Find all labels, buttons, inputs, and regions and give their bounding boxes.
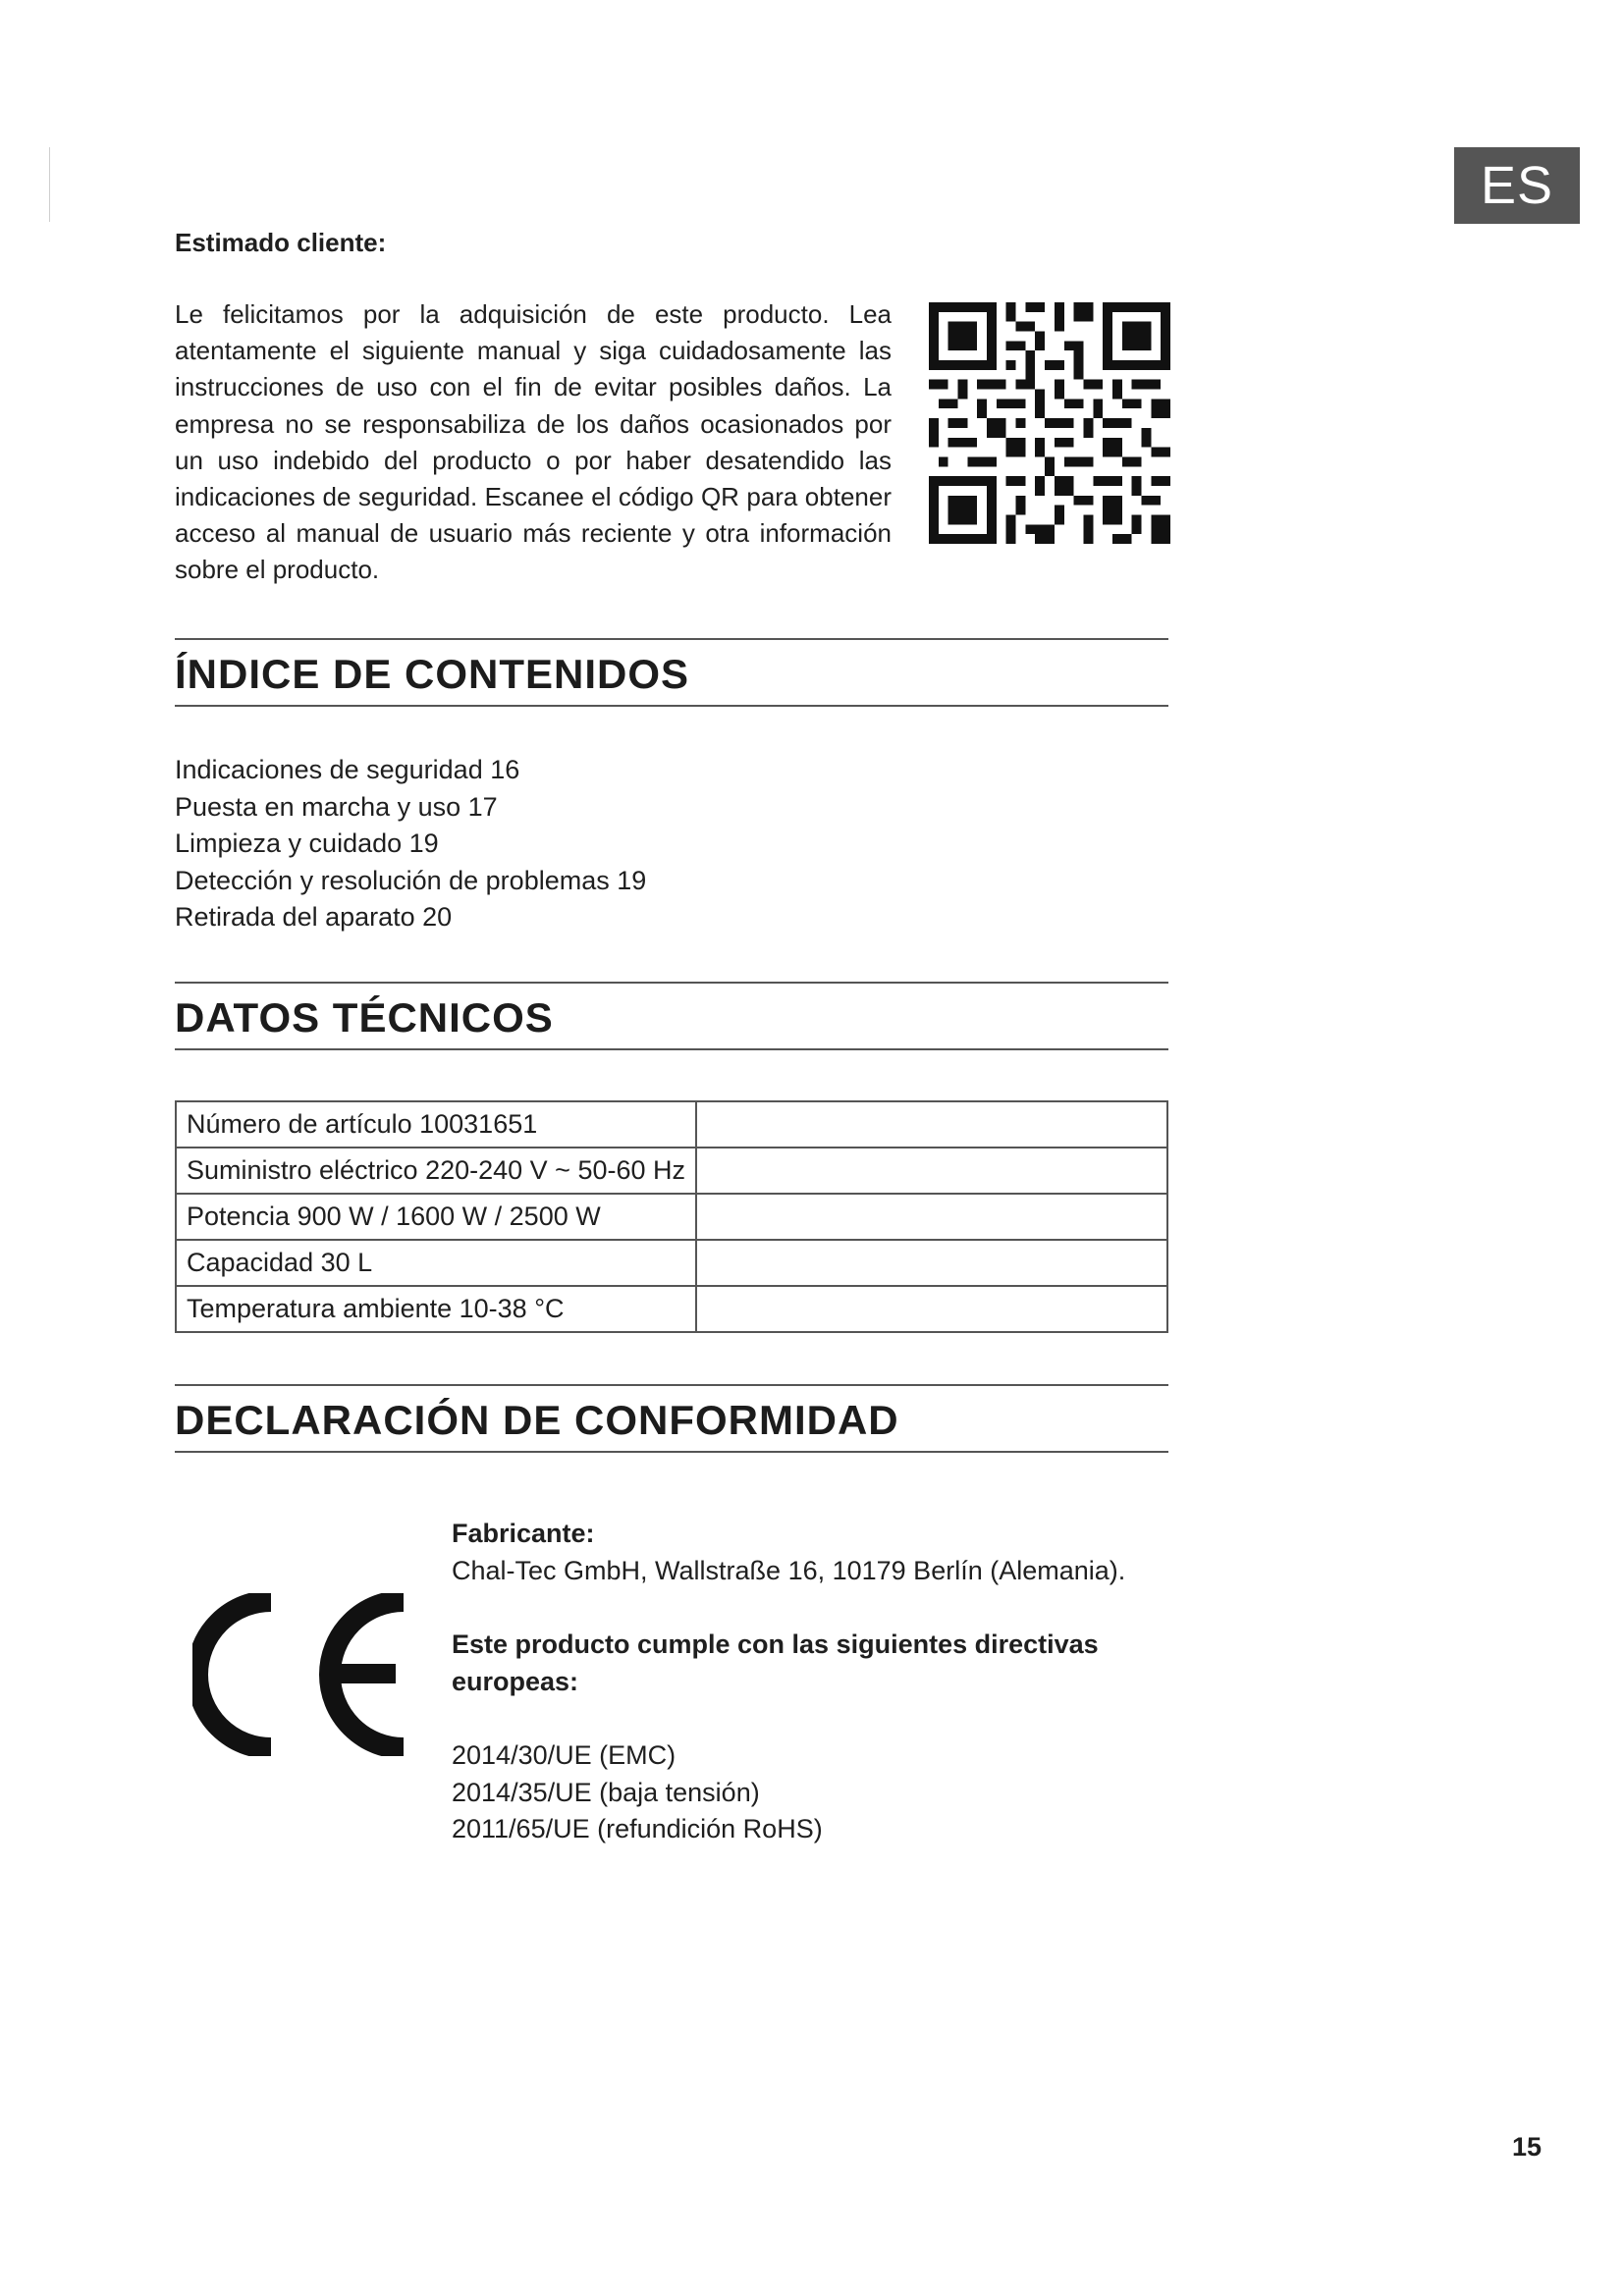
spec-empty-cell xyxy=(696,1240,1167,1286)
specs-heading: DATOS TÉCNICOS xyxy=(175,994,554,1041)
conformity-block xyxy=(452,1516,1168,1848)
specs-section-header xyxy=(175,982,1168,1050)
intro-paragraph xyxy=(175,296,892,589)
spec-cell: Suministro eléctrico 220-240 V ~ 50-60 Hz xyxy=(176,1148,696,1194)
directive-item: 2014/35/UE (baja tensión) xyxy=(452,1777,760,1807)
spec-empty-cell xyxy=(696,1101,1167,1148)
page-number: 15 xyxy=(1512,2132,1543,2162)
toc-item[interactable]: Limpieza y cuidado 19 xyxy=(175,828,439,858)
toc-item[interactable]: Detección y resolución de problemas 19 xyxy=(175,865,647,895)
conformity-heading: DECLARACIÓN DE CONFORMIDAD xyxy=(175,1397,899,1443)
spec-empty-cell xyxy=(696,1286,1167,1332)
language-tab: ES xyxy=(1454,147,1580,224)
table-row xyxy=(176,1240,1167,1286)
greeting: Estimado cliente: xyxy=(175,228,387,257)
spec-empty-cell xyxy=(696,1148,1167,1194)
table-row xyxy=(176,1101,1167,1148)
divider xyxy=(175,1451,1168,1453)
directives-label: Este producto cumple con las siguientes directivas xyxy=(452,1629,1099,1659)
toc-section-header xyxy=(175,638,1168,707)
ce-mark-icon xyxy=(192,1593,416,1756)
spec-cell: Capacidad 30 L xyxy=(176,1240,696,1286)
toc-item[interactable]: Indicaciones de seguridad 16 xyxy=(175,755,520,784)
table-row xyxy=(176,1286,1167,1332)
divider xyxy=(175,705,1168,707)
intro-text: Le felicitamos por la adquisición de este producto. Lea atentamente el siguiente manual y siga cuidadosamente las instrucciones de uso con el fin de evitar posibles daños. La empresa no se responsabiliza de los daños ocasionados por un uso indebido del producto o por haber desatendido las indicaciones de seguridad. Escanee el código QR para obtener acceso al manual de usuario más reciente y otra información sobre el producto. xyxy=(175,299,892,585)
toc-heading: ÍNDICE DE CONTENIDOS xyxy=(175,651,690,697)
conformity-section-header xyxy=(175,1384,1168,1453)
specs-table xyxy=(175,1100,1168,1333)
table-row xyxy=(176,1194,1167,1240)
spec-cell: Número de artículo 10031651 xyxy=(176,1101,696,1148)
directive-item: 2014/30/UE (EMC) xyxy=(452,1740,677,1770)
toc-item[interactable]: Retirada del aparato 20 xyxy=(175,902,453,932)
directives-label: europeas: xyxy=(452,1666,579,1696)
divider xyxy=(175,1048,1168,1050)
manufacturer-address: Chal-Tec GmbH, Wallstraße 16, 10179 Berlín (Alemania). xyxy=(452,1555,1126,1585)
spec-empty-cell xyxy=(696,1194,1167,1240)
spec-cell: Potencia 900 W / 1600 W / 2500 W xyxy=(176,1194,696,1240)
toc-item[interactable]: Puesta en marcha y uso 17 xyxy=(175,791,498,822)
margin-rule xyxy=(49,147,50,222)
qr-code-icon[interactable] xyxy=(929,302,1170,544)
spec-cell: Temperatura ambiente 10-38 °C xyxy=(176,1286,696,1332)
directive-item: 2011/65/UE (refundición RoHS) xyxy=(452,1814,823,1843)
manufacturer-label: Fabricante: xyxy=(452,1519,595,1548)
table-row xyxy=(176,1148,1167,1194)
toc-list xyxy=(175,752,646,936)
